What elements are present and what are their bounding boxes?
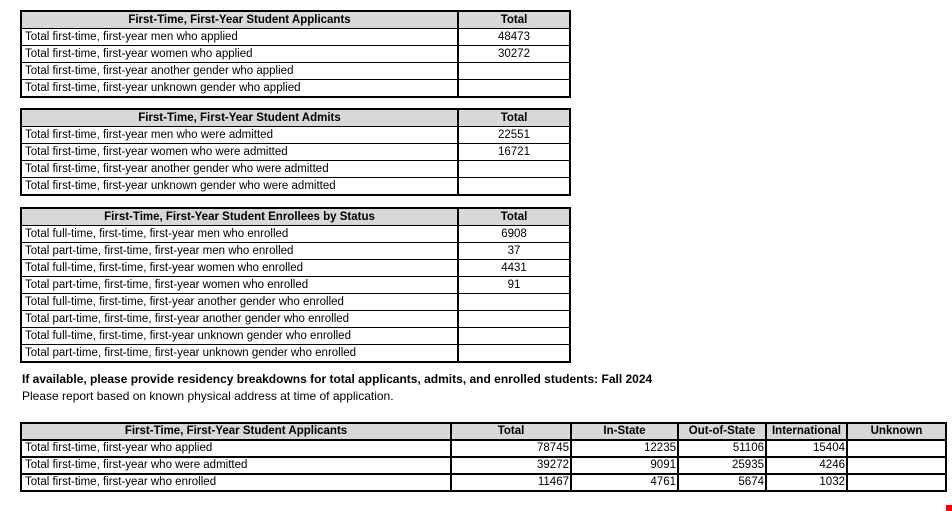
international-column-header: International	[766, 423, 847, 440]
row-label: Total part-time, first-time, first-year men who enrolled	[21, 243, 458, 260]
table-row	[21, 80, 570, 98]
table-row	[21, 161, 570, 178]
red-corner-marker	[946, 505, 952, 511]
table-row	[21, 63, 570, 80]
value-cell[interactable]: 48473	[458, 29, 570, 46]
value-cell[interactable]: 15404	[766, 440, 847, 457]
total-column-header: Total	[451, 423, 571, 440]
admits-table-title: First-Time, First-Year Student Admits	[21, 109, 458, 127]
row-label: Total full-time, first-time, first-year unknown gender who enrolled	[21, 328, 458, 345]
row-label: Total first-time, first-year another gender who applied	[21, 63, 458, 80]
value-cell[interactable]: 12235	[571, 440, 678, 457]
table-row	[21, 440, 946, 457]
value-cell[interactable]: 1032	[766, 474, 847, 491]
row-label: Total first-time, first-year who applied	[21, 440, 451, 457]
row-label: Total first-time, first-year another gender who were admitted	[21, 161, 458, 178]
enrollees-table	[20, 207, 571, 363]
value-cell[interactable]: 6908	[458, 226, 570, 243]
table-row	[21, 127, 570, 144]
value-cell[interactable]: 4246	[766, 457, 847, 474]
row-label: Total part-time, first-time, first-year women who enrolled	[21, 277, 458, 294]
table-header-row	[21, 423, 946, 440]
value-cell[interactable]: 22551	[458, 127, 570, 144]
value-cell[interactable]: 51106	[678, 440, 766, 457]
value-cell[interactable]	[458, 328, 570, 345]
row-label: Total full-time, first-time, first-year women who enrolled	[21, 260, 458, 277]
value-cell[interactable]	[458, 294, 570, 311]
value-cell[interactable]: 16721	[458, 144, 570, 161]
residency-section-note	[22, 371, 652, 405]
enrollees-table-title: First-Time, First-Year Student Enrollees by Status	[21, 208, 458, 226]
applicants-table-title: First-Time, First-Year Student Applicants	[21, 11, 458, 29]
value-cell[interactable]: 78745	[451, 440, 571, 457]
row-label: Total first-time, first-year unknown gender who were admitted	[21, 178, 458, 196]
table-row	[21, 46, 570, 63]
row-label: Total first-time, first-year women who applied	[21, 46, 458, 63]
row-label: Total first-time, first-year men who were admitted	[21, 127, 458, 144]
value-cell[interactable]	[458, 80, 570, 98]
total-column-header: Total	[458, 208, 570, 226]
applicants-table	[20, 10, 571, 98]
unknown-column-header: Unknown	[847, 423, 946, 440]
value-cell[interactable]	[458, 161, 570, 178]
value-cell[interactable]: 11467	[451, 474, 571, 491]
table-row	[21, 457, 946, 474]
row-label: Total full-time, first-time, first-year men who enrolled	[21, 226, 458, 243]
value-cell[interactable]: 4761	[571, 474, 678, 491]
row-label: Total first-time, first-year who were admitted	[21, 457, 451, 474]
table-header-row	[21, 208, 570, 226]
table-row	[21, 277, 570, 294]
value-cell[interactable]	[458, 63, 570, 80]
value-cell[interactable]	[458, 178, 570, 196]
table-header-row	[21, 109, 570, 127]
table-row	[21, 328, 570, 345]
value-cell[interactable]: 39272	[451, 457, 571, 474]
table-row	[21, 260, 570, 277]
row-label: Total part-time, first-time, first-year unknown gender who enrolled	[21, 345, 458, 363]
value-cell[interactable]: 9091	[571, 457, 678, 474]
in-state-column-header: In-State	[571, 423, 678, 440]
row-label: Total first-time, first-year unknown gender who applied	[21, 80, 458, 98]
residency-table-title: First-Time, First-Year Student Applicants	[21, 423, 451, 440]
value-cell[interactable]	[458, 311, 570, 328]
value-cell[interactable]: 91	[458, 277, 570, 294]
out-of-state-column-header: Out-of-State	[678, 423, 766, 440]
table-header-row	[21, 11, 570, 29]
residency-heading: If available, please provide residency breakdowns for total applicants, admits, and enrolled students: Fall 2024	[22, 372, 653, 386]
table-row	[21, 294, 570, 311]
value-cell[interactable]: 37	[458, 243, 570, 260]
table-row	[21, 345, 570, 363]
value-cell[interactable]: 25935	[678, 457, 766, 474]
value-cell[interactable]	[847, 457, 946, 474]
residency-subtext: Please report based on known physical address at time of application.	[22, 389, 394, 403]
row-label: Total first-time, first-year women who were admitted	[21, 144, 458, 161]
row-label: Total full-time, first-time, first-year another gender who enrolled	[21, 294, 458, 311]
table-row	[21, 29, 570, 46]
row-label: Total part-time, first-time, first-year another gender who enrolled	[21, 311, 458, 328]
value-cell[interactable]	[847, 440, 946, 457]
residency-table	[20, 422, 947, 492]
table-row	[21, 311, 570, 328]
value-cell[interactable]	[458, 345, 570, 363]
table-row	[21, 226, 570, 243]
row-label: Total first-time, first-year men who applied	[21, 29, 458, 46]
value-cell[interactable]	[847, 474, 946, 491]
admits-table	[20, 108, 571, 196]
table-row	[21, 178, 570, 196]
value-cell[interactable]: 30272	[458, 46, 570, 63]
total-column-header: Total	[458, 109, 570, 127]
table-row	[21, 474, 946, 491]
table-row	[21, 243, 570, 260]
value-cell[interactable]: 5674	[678, 474, 766, 491]
row-label: Total first-time, first-year who enrolled	[21, 474, 451, 491]
table-row	[21, 144, 570, 161]
total-column-header: Total	[458, 11, 570, 29]
value-cell[interactable]: 4431	[458, 260, 570, 277]
